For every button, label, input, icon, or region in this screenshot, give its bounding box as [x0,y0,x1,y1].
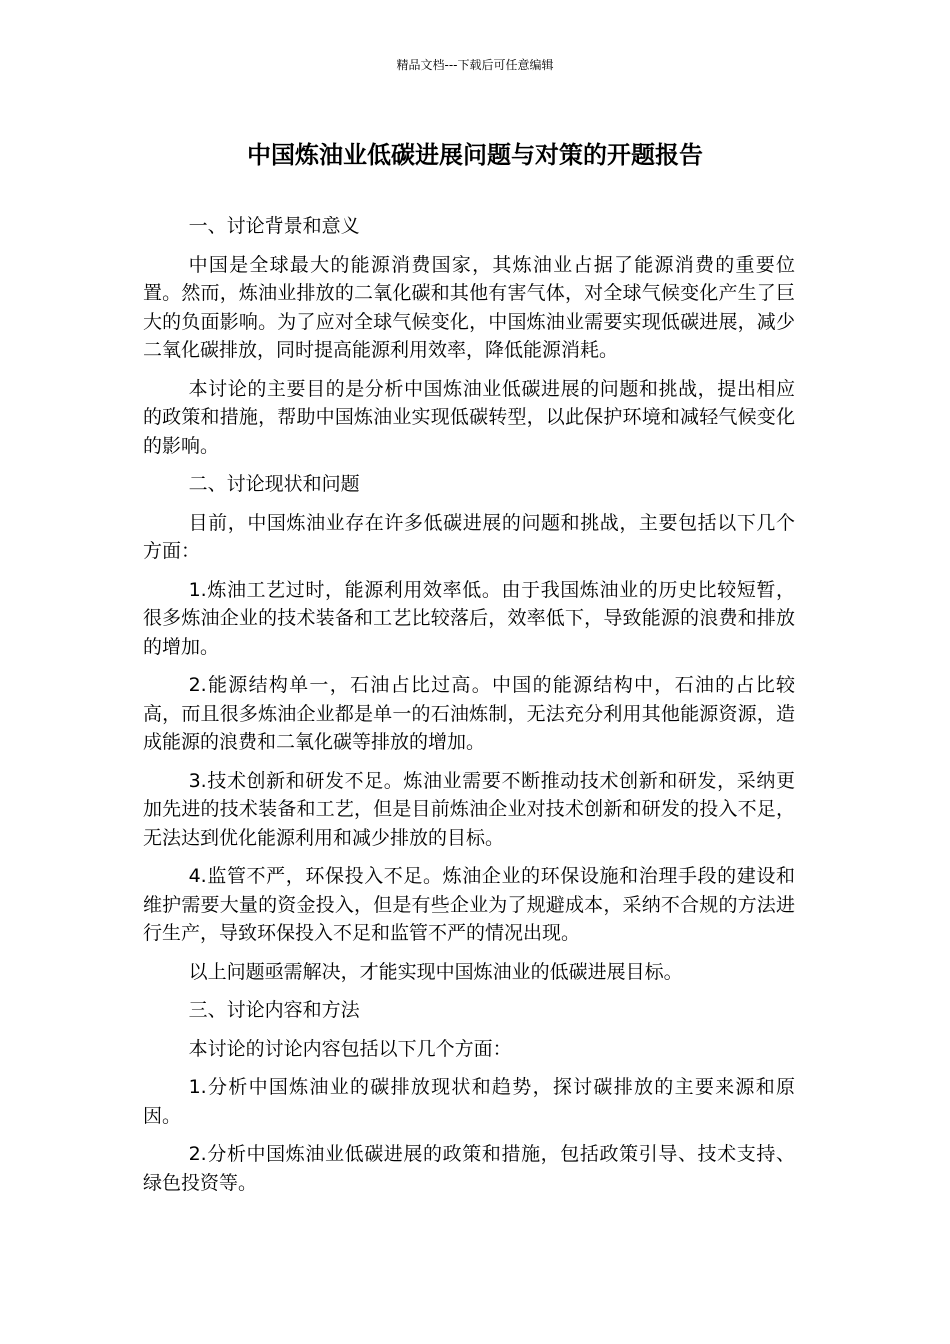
paragraph-issue-1: 1.炼油工艺过时，能源利用效率低。由于我国炼油业的历史比较短暂，很多炼油企业的技术装备和工艺比较落后，效率低下，导致能源的浪费和排放的增加。 [143,578,795,658]
paragraph-content-1: 1.分析中国炼油业的碳排放现状和趋势，探讨碳排放的主要来源和原因。 [143,1076,795,1127]
paragraph-content-2: 2.分析中国炼油业低碳进展的政策和措施，包括政策引导、技术支持、绿色投资等。 [143,1143,795,1194]
paragraph-status-intro: 目前，中国炼油业存在许多低碳进展的问题和挑战，主要包括以下几个方面： [143,511,795,562]
header-note: 精品文档---下载后可任意编辑 [396,58,554,72]
section-heading-content: 三、讨论内容和方法 [188,999,360,1021]
section-heading-status: 二、讨论现状和问题 [188,473,360,495]
paragraph-issue-3: 3.技术创新和研发不足。炼油业需要不断推动技术创新和研发，采纳更加先进的技术装备和工艺，但是目前炼油企业对技术创新和研发的投入不足，无法达到优化能源利用和减少排放的目标。 [143,769,795,849]
section-heading-background: 一、讨论背景和意义 [188,215,360,237]
paragraph-content-intro: 本讨论的讨论内容包括以下几个方面： [188,1037,512,1060]
paragraph-background-2: 本讨论的主要目的是分析中国炼油业低碳进展的问题和挑战，提出相应的政策和措施，帮助中国炼油业实现低碳转型，以此保护环境和减轻气候变化的影响。 [143,377,795,457]
paragraph-background-1: 中国是全球最大的能源消费国家，其炼油业占据了能源消费的重要位置。然而，炼油业排放的二氧化碳和其他有害气体，对全球气候变化产生了巨大的负面影响。为了应对全球气候变化，中国炼油业需要实现低碳进展，减少二氧化碳排放，同时提高能源利用效率，降低能源消耗。 [143,253,795,361]
document-title: 中国炼油业低碳进展问题与对策的开题报告 [247,141,703,169]
document-body [143,212,795,1207]
paragraph-issue-4: 4.监管不严，环保投入不足。炼油企业的环保设施和治理手段的建设和维护需要大量的资金投入，但是有些企业为了规避成本，采纳不合规的方法进行生产，导致环保投入不足和监管不严的情况出现。 [143,865,795,944]
paragraph-status-summary: 以上问题亟需解决，才能实现中国炼油业的低碳进展目标。 [188,960,683,983]
paragraph-issue-2: 2.能源结构单一，石油占比过高。中国的能源结构中，石油的占比较高，而且很多炼油企业都是单一的石油炼制，无法充分利用其他能源资源，造成能源的浪费和二氧化碳等排放的增加。 [143,674,795,753]
